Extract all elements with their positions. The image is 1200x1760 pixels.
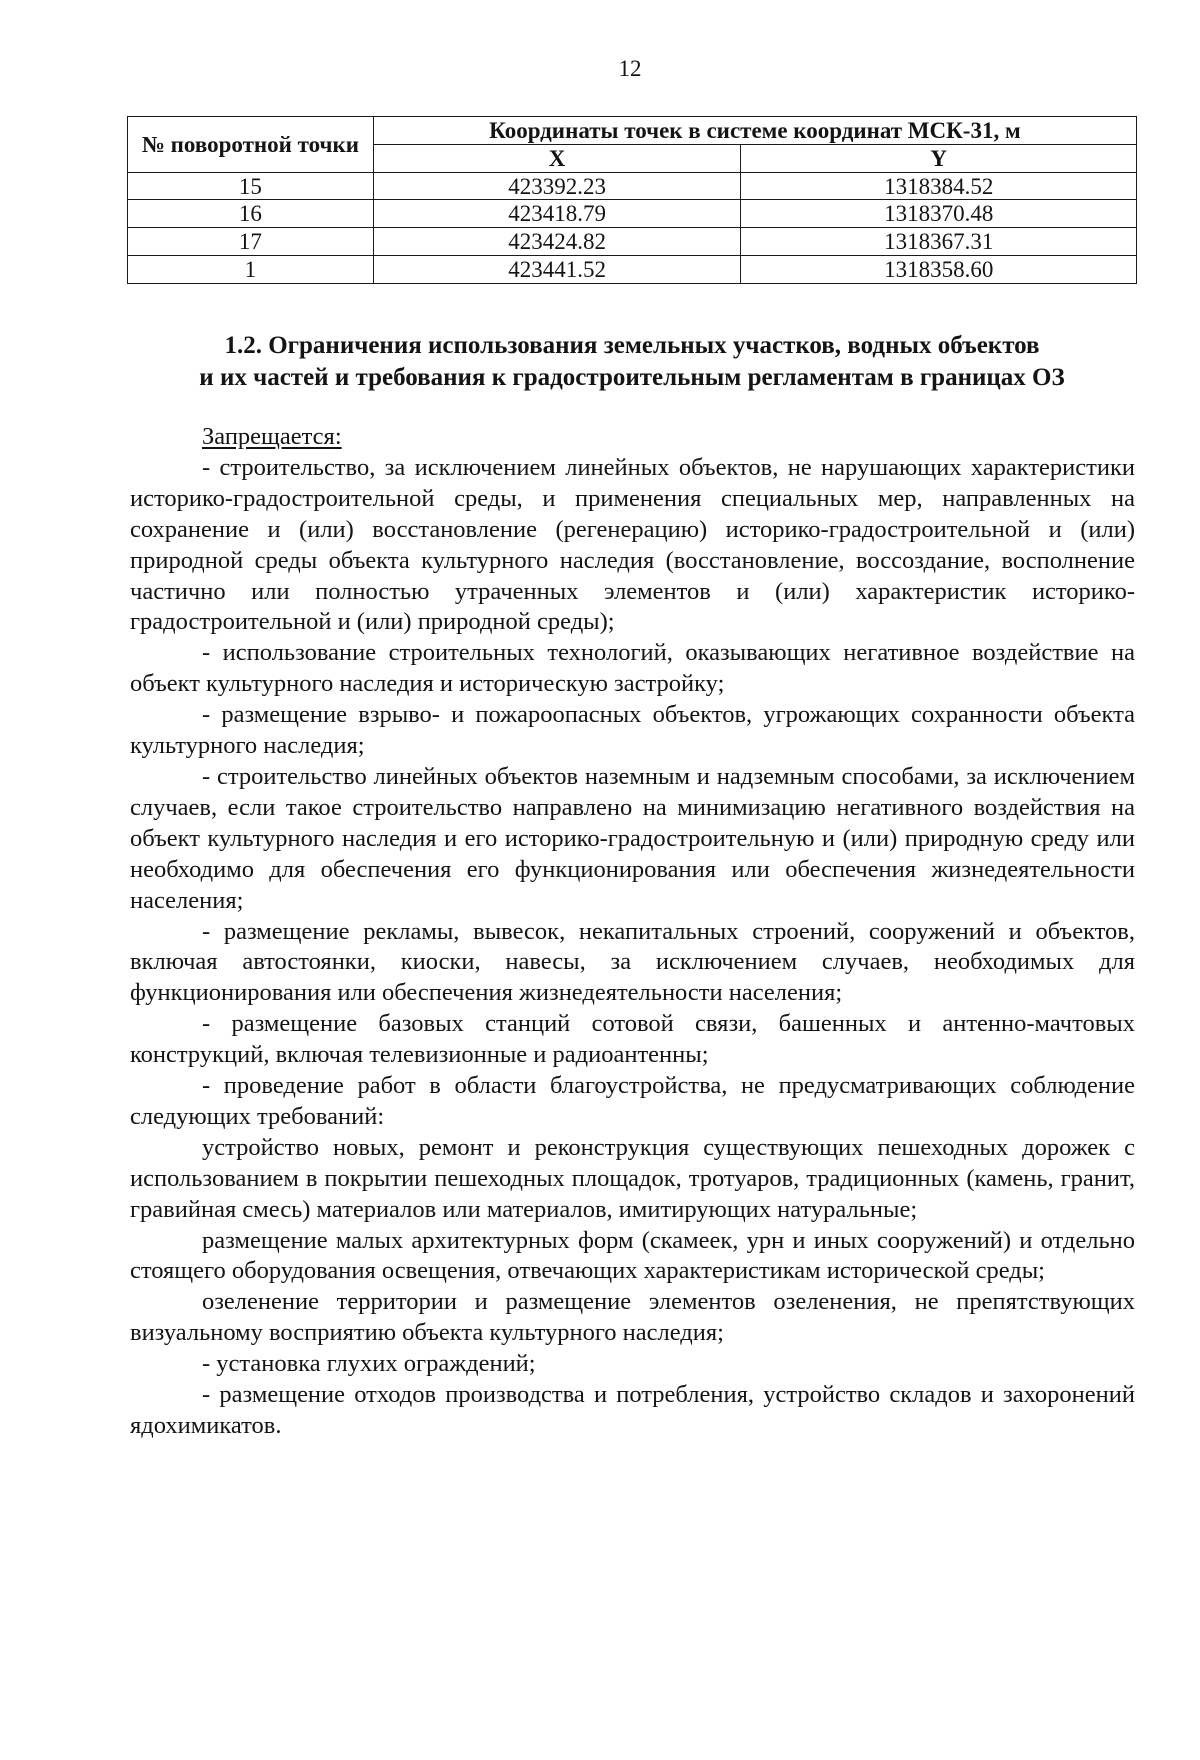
page-number: 12 <box>618 56 642 81</box>
requirement-paragraph: озеленение территории и размещение элементов озеленения, не препятствующих визуальному восприятию объекта культурного наследия; <box>130 1288 1135 1347</box>
x-coordinate-cell: 423424.82 <box>373 228 741 256</box>
restriction-paragraph: - размещение отходов производства и потребления, устройство складов и захоронений ядохимикатов. <box>130 1381 1135 1439</box>
restriction-paragraph: - размещение базовых станций сотовой связи, башенных и антенно-мачтовых конструкций, включая телевизионные и радиоантенны; <box>130 1010 1135 1069</box>
restriction-paragraph: - размещение рекламы, вывесок, некапитальных строений, сооружений и объектов, включая автостоянки, киоски, навесы, за исключением случаев, необходимых для функционирования или обеспечения жизнедеятельности населения; <box>130 917 1135 1007</box>
table-row <box>128 228 1137 256</box>
table-row <box>128 172 1137 200</box>
coordinates-group-header: Координаты точек в системе координат МСК-31, м <box>373 117 1136 145</box>
point-number-cell: 16 <box>128 200 374 228</box>
x-column-header: X <box>373 144 741 172</box>
table-header-row <box>128 117 1137 145</box>
restriction-paragraph: - строительство, за исключением линейных объектов, не нарушающих характеристики историко-градостроительной среды, и применения специальных мер, направленных на сохранение и (или) восстановление (регенерацию) историко-градостроительной и (или) природной среды объекта культурного наследия (восстановление, воссоздание, восполнение частично или полностью утраченных элементов и (или) характеристик историко-градостроительной и (или) природной среды); <box>130 453 1135 636</box>
section-heading-line: 1.2. Ограничения использования земельных участков, водных объектов <box>224 332 1040 359</box>
point-number-cell: 1 <box>128 255 374 283</box>
y-coordinate-cell: 1318367.31 <box>741 228 1137 256</box>
restriction-paragraph: - использование строительных технологий, оказывающих негативное воздействие на объект культурного наследия и историческую застройку; <box>130 639 1135 698</box>
point-number-cell: 15 <box>128 172 374 200</box>
prohibited-label: Запрещается: <box>202 423 342 450</box>
y-coordinate-cell: 1318384.52 <box>741 172 1137 200</box>
restriction-paragraph: - проведение работ в области благоустройства, не предусматривающих соблюдение следующих требований: <box>130 1072 1135 1130</box>
point-number-header: № поворотной точки <box>128 117 374 173</box>
x-coordinate-cell: 423418.79 <box>373 200 741 228</box>
restriction-paragraph: - размещение взрыво- и пожароопасных объектов, угрожающих сохранности объекта культурного наследия; <box>130 701 1135 760</box>
x-coordinate-cell: 423392.23 <box>373 172 741 200</box>
y-coordinate-cell: 1318370.48 <box>741 200 1137 228</box>
y-coordinate-cell: 1318358.60 <box>741 255 1137 283</box>
table-row <box>128 255 1137 283</box>
restriction-paragraph: - строительство линейных объектов наземным и надземным способами, за исключением случаев, если такое строительство направлено на минимизацию негативного воздействия на объект культурного наследия и его историко-градостроительную и (или) природную среду или необходимо для обеспечения его функционирования или обеспечения жизнедеятельности населения; <box>130 762 1135 914</box>
point-number-cell: 17 <box>128 228 374 256</box>
table-row <box>128 200 1137 228</box>
y-column-header: Y <box>741 144 1137 172</box>
section-body <box>130 422 1135 1442</box>
requirement-paragraph: размещение малых архитектурных форм (скамеек, урн и иных сооружений) и отдельно стоящего оборудования освещения, отвечающих характеристикам исторической среды; <box>130 1226 1135 1285</box>
prohibited-label-paragraph <box>130 422 1135 453</box>
coordinates-table <box>127 116 1137 284</box>
section-heading-line: и их частей и требования к градостроительным регламентам в границах ОЗ <box>199 364 1065 391</box>
section-heading <box>127 330 1137 394</box>
x-coordinate-cell: 423441.52 <box>373 255 741 283</box>
requirement-paragraph: устройство новых, ремонт и реконструкция существующих пешеходных дорожек с использованием в покрытии пешеходных площадок, тротуаров, традиционных (камень, гранит, гравийная смесь) материалов или материалов, имитирующих натуральные; <box>130 1133 1135 1223</box>
restriction-paragraph: - установка глухих ограждений; <box>202 1350 536 1378</box>
